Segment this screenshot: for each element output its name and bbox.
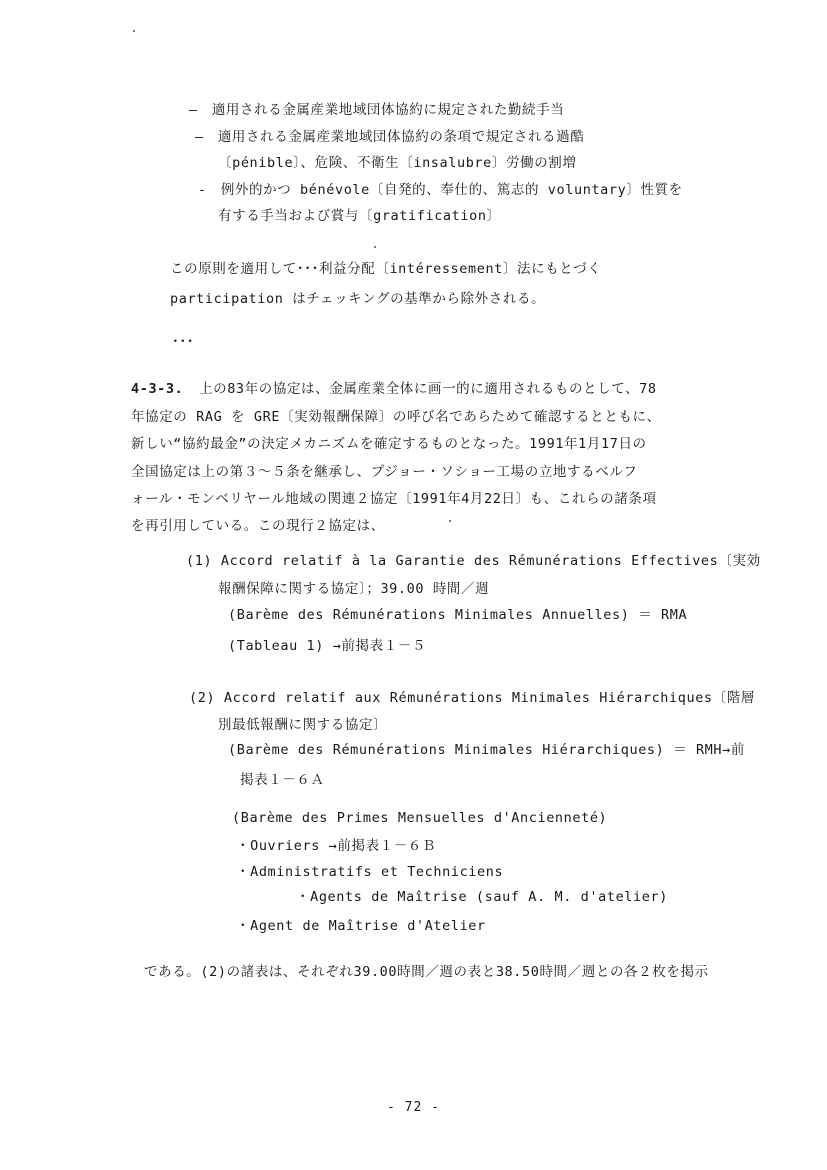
ellipsis: ･･･ <box>172 334 195 350</box>
item1-title: (1) Accord relatif à la Garantie des Rémunérations Effectives〔実効 <box>186 553 761 569</box>
paragraph-line-3: 新しい“協約最金”の決定メカニズムを確定するものとなった。1991年1月17日の <box>131 436 647 452</box>
paragraph-line-5: ォール・モンベリヤール地域の関連２協定〔1991年4月22日〕も、これらの諸条項 <box>131 491 657 507</box>
primes-title: (Barème des Primes Mensuelles d'Ancienneté) <box>232 810 608 826</box>
item1-bareme: (Barème des Rémunérations Minimales Annuelles) ＝ RMA <box>228 607 688 623</box>
principle-line-1: この原則を適用して･･･利益分配〔intéressement〕法にもとづく <box>170 261 602 277</box>
item1-title-cont: 報酬保障に関する協定〕；39.00 時間／週 <box>218 581 490 597</box>
paragraph-line-1: 上の83年の協定は、金属産業全体に画一的に適用されるものとして、78 <box>199 381 657 397</box>
section-number: 4-3-3. <box>131 381 184 397</box>
item2-bareme-cont: 掲表１－６Ａ <box>240 772 325 788</box>
primes-administratifs: ・Administratifs et Techniciens <box>236 864 504 880</box>
bullet-voluntary-bonus-cont: 有する手当および賞与〔gratification〕 <box>218 208 501 224</box>
scan-speck <box>374 246 376 248</box>
page-number: - 72 - <box>387 1100 440 1115</box>
primes-ouvriers: ・Ouvriers →前掲表１－６Ｂ <box>236 838 437 854</box>
paragraph-line-6: を再引用している。この現行２協定は、 <box>131 518 385 534</box>
item1-tableau: (Tableau 1) →前掲表１－５ <box>228 638 427 654</box>
bullet-seniority-allowance: — 適用される金属産業地域団体協約に規定された勤続手当 <box>189 102 565 118</box>
primes-agent-atelier: ・Agent de Maîtrise d'Atelier <box>236 918 486 934</box>
item2-title: (2) Accord relatif aux Rémunérations Minimales Hiérarchiques〔階層 <box>189 690 755 706</box>
scan-speck <box>133 30 135 32</box>
primes-agents-maitrise: ・Agents de Maîtrise (sauf A. M. d'atelier) <box>296 889 668 905</box>
bullet-voluntary-bonus: - 例外的かつ bénévole〔自発的、奉仕的、篤志的 voluntary〕性質を <box>198 182 683 198</box>
item2-bareme: (Barème des Rémunérations Minimales Hiérarchiques) ＝ RMH→前 <box>228 742 745 758</box>
principle-line-2: participation はチェッキングの基準から除外される。 <box>170 291 546 307</box>
bullet-hardship-premium-cont: 〔pénible〕、危険、不衛生〔insalubre〕労働の割増 <box>218 155 577 171</box>
paragraph-line-2: 年協定の RAG を GRE〔実効報酬保障〕の呼び名であらためて確認するとともに、 <box>131 409 661 425</box>
paragraph-line-4: 全国協定は上の第３～５条を継承し、プジョー・ソショー工場の立地するベルフ <box>131 464 638 480</box>
bullet-hardship-premium: — 適用される金属産業地域団体協約の条項で規定される過酷 <box>195 129 585 145</box>
scan-speck <box>449 520 451 522</box>
item2-title-cont: 別最低報酬に関する協定〕 <box>218 717 388 733</box>
closing-line: である。(2)の諸表は、それぞれ39.00時間／週の表と38.50時間／週との各２枚を掲示 <box>144 964 709 980</box>
